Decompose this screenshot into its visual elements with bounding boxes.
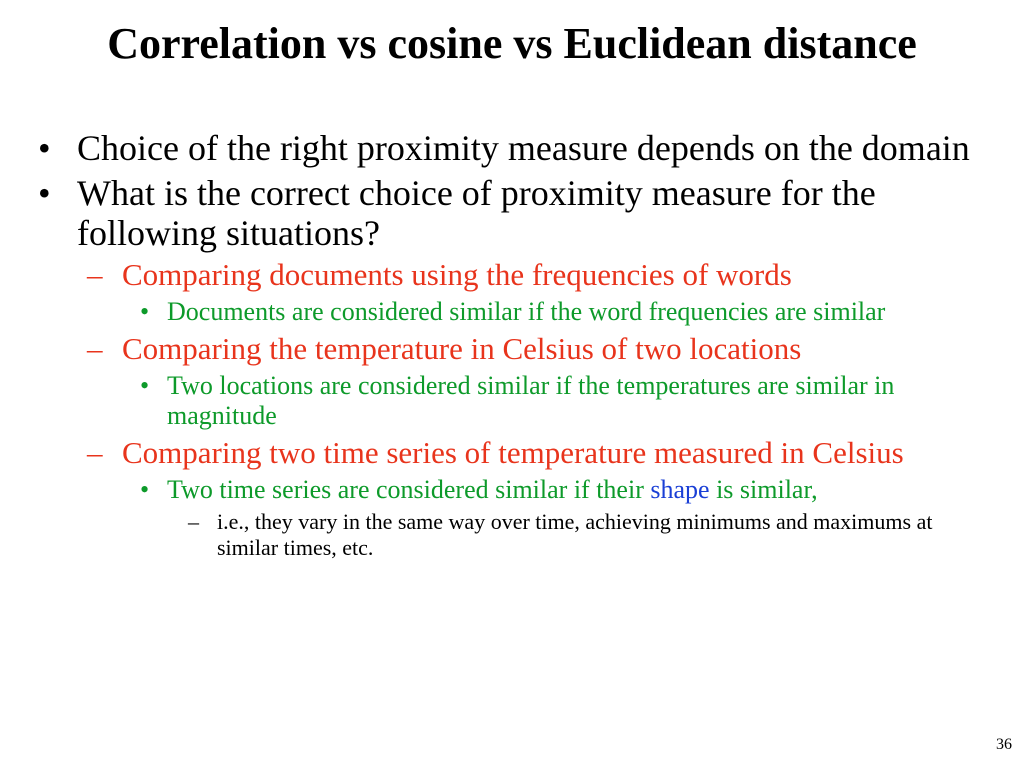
bullet-marker: • — [140, 297, 150, 326]
slide-content — [32, 128, 992, 561]
bullet-text: What is the correct choice of proximity measure for the following situations? — [77, 173, 876, 253]
bullet-text: Choice of the right proximity measure depends on the domain — [77, 128, 970, 168]
detail-bullet-text: Two locations are considered similar if the temperatures are similar in magnitude — [167, 371, 895, 430]
dash-marker: – — [87, 257, 103, 292]
detail-bullet-text-end: is similar, — [709, 475, 818, 504]
sub-detail-item — [32, 509, 992, 561]
bullet-marker: • — [140, 475, 150, 504]
bullet-marker: • — [140, 371, 150, 400]
bullet-item — [32, 173, 992, 253]
sub-bullet-text: Comparing the temperature in Celsius of two locations — [122, 331, 802, 366]
sub-bullet-item — [32, 258, 992, 292]
sub-detail-text: i.e., they vary in the same way over time, achieving minimums and maximums at similar times, etc. — [217, 509, 933, 560]
detail-bullet-item — [32, 475, 992, 505]
sub-bullet-text: Comparing two time series of temperature measured in Celsius — [122, 435, 904, 470]
page-number: 36 — [996, 736, 1012, 753]
detail-bullet-item — [32, 371, 992, 431]
highlighted-word: shape — [650, 475, 710, 504]
dash-marker: – — [87, 331, 103, 366]
slide-title: Correlation vs cosine vs Euclidean distance — [107, 19, 917, 68]
bullet-marker: • — [38, 128, 51, 168]
detail-bullet-item — [32, 297, 992, 327]
detail-bullet-text-start: Two time series are considered similar if their — [167, 475, 651, 504]
bullet-marker: • — [38, 173, 51, 213]
sub-bullet-item — [32, 332, 992, 366]
sub-bullet-item — [32, 436, 992, 470]
detail-bullet-text: Documents are considered similar if the word frequencies are similar — [167, 297, 886, 326]
dash-marker: – — [87, 435, 103, 470]
bullet-item — [32, 128, 992, 168]
dash-marker: – — [188, 509, 199, 534]
sub-bullet-text: Comparing documents using the frequencies of words — [122, 257, 792, 292]
